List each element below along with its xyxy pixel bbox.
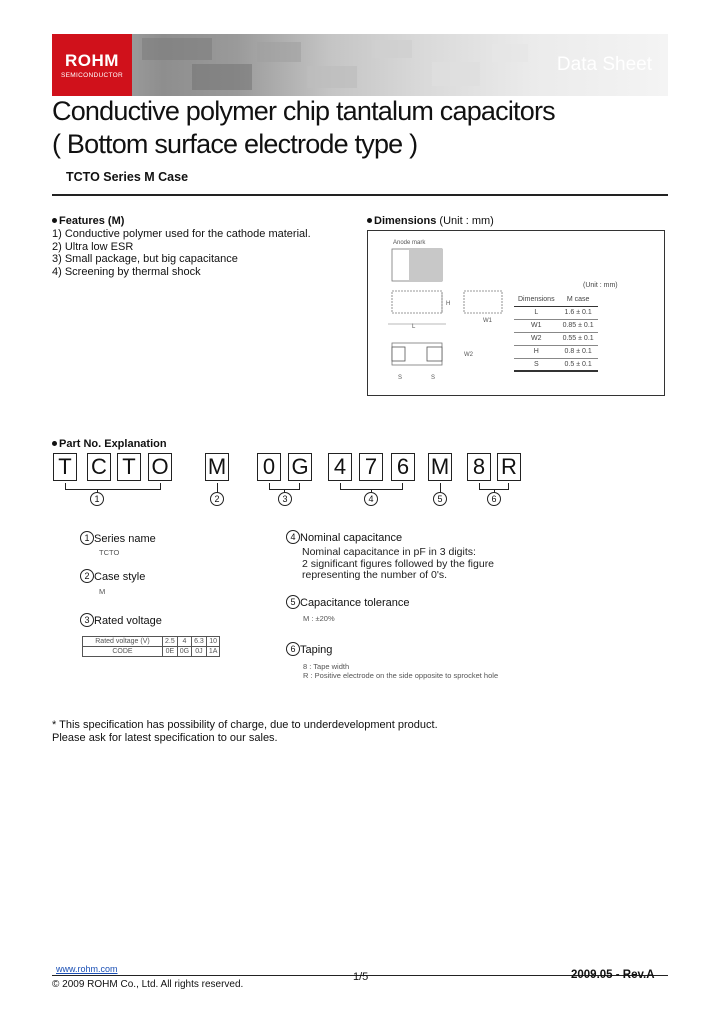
- pn-char: R: [497, 453, 521, 481]
- table-header: M case: [559, 293, 598, 306]
- pn-bracket: [269, 483, 300, 490]
- circle-1: 1: [90, 492, 104, 506]
- pn-char: M: [205, 453, 229, 481]
- pn-char: M: [428, 453, 452, 481]
- page-title-line2: ( Bottom surface electrode type ): [52, 129, 418, 159]
- series-name-heading: 1 Series name: [80, 532, 156, 546]
- case-style-heading: 2 Case style: [80, 570, 145, 584]
- pn-char: 4: [328, 453, 352, 481]
- pn-char: 6: [391, 453, 415, 481]
- dim-label-w2: W2: [464, 352, 473, 358]
- case-style-value: M: [99, 587, 106, 596]
- dim-label-w1: W1: [483, 318, 492, 324]
- pn-char: T: [117, 453, 141, 481]
- logo-subtext: SEMICONDUCTOR: [61, 72, 123, 79]
- anode-mark-label: Anode mark: [393, 240, 426, 246]
- tolerance-value: M : ±20%: [303, 614, 335, 623]
- copyright-text: © 2009 ROHM Co., Ltd. All rights reserved.: [52, 979, 244, 990]
- dimensions-heading: Dimensions (Unit : mm): [367, 215, 494, 227]
- pn-char: G: [288, 453, 312, 481]
- rated-voltage-heading: 3 Rated voltage: [80, 614, 162, 628]
- spec-note: * This specification has possibility of charge, due to underdevelopment product. Please ask for latest specification to our sales.: [52, 719, 438, 744]
- dimension-drawing: [368, 231, 518, 395]
- table-row: CODE 0E 0G 0J 1A: [83, 647, 220, 657]
- circle-2: 2: [210, 492, 224, 506]
- page-title: Conductive polymer chip tantalum capacitors: [52, 96, 555, 126]
- table-row: L 1.6 ± 0.1: [514, 306, 598, 319]
- part-number-heading: Part No. Explanation: [52, 438, 167, 450]
- series-subtitle: TCTO Series M Case: [66, 170, 189, 184]
- circle-3: 3: [278, 492, 292, 506]
- circle-6: 6: [487, 492, 501, 506]
- doc-type-label: Data Sheet: [556, 54, 652, 75]
- pn-bracket: [479, 483, 509, 490]
- nominal-capacitance-heading: 4 Nominal capacitance: [286, 531, 402, 545]
- table-row: S 0.5 ± 0.1: [514, 358, 598, 371]
- pn-char: C: [87, 453, 111, 481]
- table-row: H 0.8 ± 0.1: [514, 345, 598, 358]
- page-number: 1/5: [353, 971, 369, 983]
- table-header: Dimensions: [514, 293, 559, 306]
- bullet-icon: [52, 218, 57, 223]
- tolerance-heading: 5 Capacitance tolerance: [286, 596, 409, 610]
- features-heading: Features (M): [52, 215, 124, 227]
- dim-label-s2: S: [431, 375, 436, 381]
- dimensions-table: [514, 293, 598, 372]
- table-unit: (Unit : mm): [583, 282, 618, 289]
- bullet-icon: [52, 441, 57, 446]
- circle-5: 5: [433, 492, 447, 506]
- title-divider: [52, 194, 668, 196]
- table-row: W1 0.85 ± 0.1: [514, 319, 598, 332]
- table-row: Rated voltage (V) 2.5 4 6.3 10: [83, 637, 220, 647]
- pn-char: T: [53, 453, 77, 481]
- pn-char: 8: [467, 453, 491, 481]
- bullet-icon: [367, 218, 372, 223]
- circle-4: 4: [364, 492, 378, 506]
- rohm-website-link[interactable]: www.rohm.com: [56, 964, 118, 974]
- list-item: 4) Screening by thermal shock: [52, 265, 201, 278]
- pn-bracket: [65, 483, 161, 490]
- list-item: 3) Small package, but big capacitance: [52, 253, 238, 266]
- taping-heading: 6 Taping: [286, 643, 332, 657]
- dim-label-h: H: [446, 301, 451, 307]
- features-list: [52, 228, 311, 278]
- dim-label-s: S: [398, 375, 403, 381]
- dim-label-l: L: [412, 324, 416, 330]
- taping-desc: 8 : Tape width R : Positive electrode on the side opposite to sprocket hole: [303, 662, 499, 680]
- list-item: 1) Conductive polymer used for the cathode material.: [52, 228, 311, 240]
- pn-bracket: [340, 483, 403, 490]
- pn-char: 7: [359, 453, 383, 481]
- series-name-value: TCTO: [99, 548, 120, 557]
- voltage-table: [82, 636, 220, 657]
- list-item: 2) Ultra low ESR: [52, 240, 134, 253]
- table-row: W2 0.55 ± 0.1: [514, 332, 598, 345]
- rohm-logo[interactable]: [52, 34, 132, 96]
- nominal-capacitance-desc: Nominal capacitance in pF in 3 digits: 2 significant figures followed by the figure representing the number of 0's.: [302, 546, 495, 582]
- logo-text: ROHM: [65, 51, 119, 70]
- pn-char: O: [148, 453, 172, 481]
- pn-char: 0: [257, 453, 281, 481]
- revision-label: 2009.05 - Rev.A: [571, 969, 655, 981]
